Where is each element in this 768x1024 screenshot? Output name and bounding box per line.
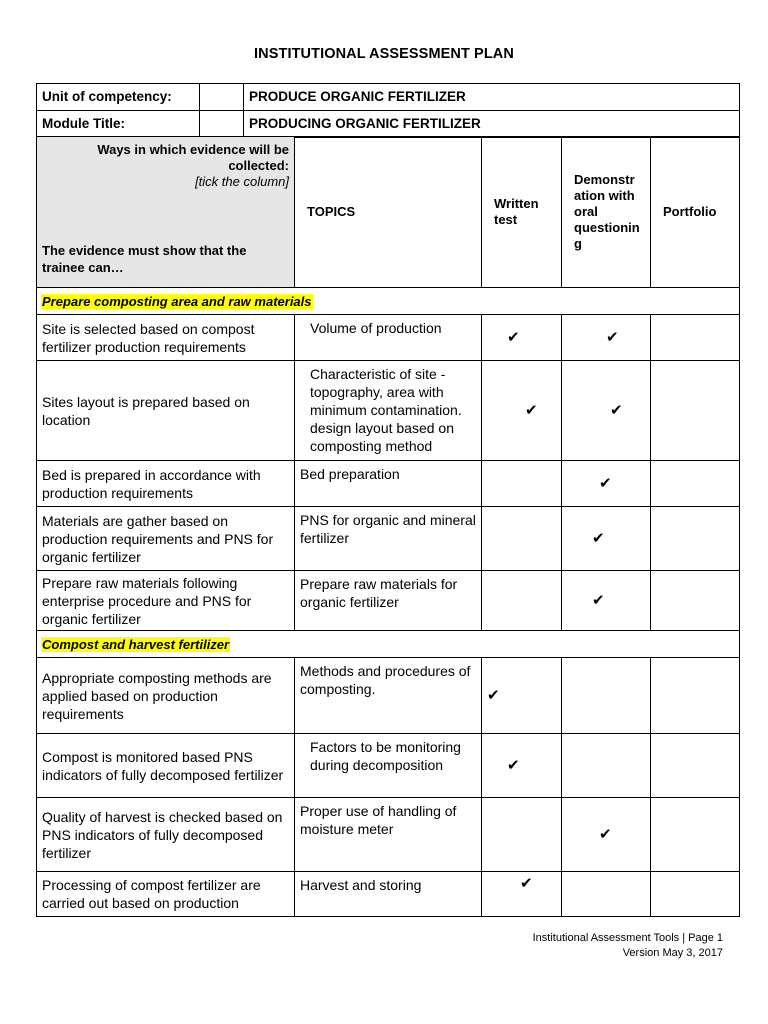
topic-cell: Harvest and storing xyxy=(295,872,482,917)
table-row xyxy=(37,798,740,872)
portfolio-column-header: Portfolio xyxy=(651,137,740,288)
written-test-check xyxy=(482,461,562,507)
topic-cell: Proper use of handling of moisture meter xyxy=(295,798,482,872)
unit-spacer-cell xyxy=(200,84,244,111)
evidence-cell: Compost is monitored based PNS indicators of fully decomposed fertilizer xyxy=(37,734,295,798)
evidence-cell: Quality of harvest is checked based on PNS indicators of fully decomposed fertilizer xyxy=(37,798,295,872)
portfolio-check xyxy=(651,658,740,734)
demonstration-check xyxy=(562,658,651,734)
section-row xyxy=(37,631,740,658)
written-test-check xyxy=(482,571,562,631)
module-value: PRODUCING ORGANIC FERTILIZER xyxy=(244,111,740,138)
section-title-cell xyxy=(37,631,740,658)
unit-label: Unit of competency: xyxy=(37,84,200,111)
evidence-column-header xyxy=(37,137,295,288)
demonstration-column-header: Demonstr ation with oral questionin g xyxy=(562,137,651,288)
footer-version-line: Version May 3, 2017 xyxy=(622,947,723,959)
section-title: Compost and harvest fertilizer xyxy=(42,636,230,652)
topic-cell: Methods and procedures of composting. xyxy=(295,658,482,734)
topic-cell: Bed preparation xyxy=(295,461,482,507)
section-row xyxy=(37,288,740,315)
demonstration-check: ✔ xyxy=(562,315,651,361)
demonstration-check: ✔ xyxy=(562,798,651,872)
topic-cell: PNS for organic and mineral fertilizer xyxy=(295,507,482,571)
demonstration-check xyxy=(562,734,651,798)
column-header-row xyxy=(37,137,740,288)
section-title: Prepare composting area and raw materials xyxy=(42,293,312,309)
module-spacer-cell xyxy=(200,111,244,138)
evidence-cell: Site is selected based on compost fertilizer production requirements xyxy=(37,315,295,361)
tick-note: [tick the column] xyxy=(195,174,289,189)
portfolio-check xyxy=(651,571,740,631)
evidence-cell: Appropriate composting methods are applied based on production requirements xyxy=(37,658,295,734)
evidence-cell: Prepare raw materials following enterprise procedure and PNS for organic fertilizer xyxy=(37,571,295,631)
portfolio-check xyxy=(651,872,740,917)
footer-page-line: Institutional Assessment Tools | Page 1 xyxy=(532,932,723,944)
section-title-cell xyxy=(37,288,740,315)
table-row xyxy=(37,571,740,631)
written-test-check: ✔ xyxy=(482,658,562,734)
evidence-note: The evidence must show that the trainee can… xyxy=(42,243,247,275)
table-row xyxy=(37,461,740,507)
written-test-check: ✔ xyxy=(482,315,562,361)
demonstration-check xyxy=(562,872,651,917)
table-row xyxy=(37,734,740,798)
written-test-check: ✔ xyxy=(482,872,562,917)
demonstration-check: ✔ xyxy=(562,571,651,631)
written-column-header: Written test xyxy=(482,137,562,288)
evidence-cell: Processing of compost fertilizer are carried out based on production xyxy=(37,872,295,917)
portfolio-check xyxy=(651,361,740,461)
topic-cell: Volume of production xyxy=(295,315,482,361)
assessment-table xyxy=(36,136,740,917)
ways-line: Ways in which evidence will be collected: xyxy=(97,142,289,173)
portfolio-check xyxy=(651,734,740,798)
topic-cell: Prepare raw materials for organic fertilizer xyxy=(295,571,482,631)
evidence-cell: Materials are gather based on production requirements and PNS for organic fertilizer xyxy=(37,507,295,571)
module-label: Module Title: xyxy=(37,111,200,138)
evidence-cell: Sites layout is prepared based on location xyxy=(37,361,295,461)
competency-header-table xyxy=(36,83,740,138)
portfolio-check xyxy=(651,315,740,361)
table-row xyxy=(37,361,740,461)
unit-value: PRODUCE ORGANIC FERTILIZER xyxy=(244,84,740,111)
written-test-check xyxy=(482,798,562,872)
table-row xyxy=(37,507,740,571)
demonstration-check: ✔ xyxy=(562,461,651,507)
evidence-method-note xyxy=(42,142,289,190)
topics-column-header: TOPICS xyxy=(295,137,482,288)
table-row xyxy=(37,315,740,361)
unit-row xyxy=(37,84,740,111)
module-row xyxy=(37,111,740,138)
page-footer xyxy=(533,931,723,961)
written-test-check: ✔ xyxy=(482,361,562,461)
portfolio-check xyxy=(651,461,740,507)
portfolio-check xyxy=(651,507,740,571)
topic-cell: Characteristic of site - topography, area with minimum contamination. design layout based on composting method xyxy=(295,361,482,461)
table-row xyxy=(37,872,740,917)
demonstration-check: ✔ xyxy=(562,507,651,571)
written-test-check: ✔ xyxy=(482,734,562,798)
evidence-cell: Bed is prepared in accordance with production requirements xyxy=(37,461,295,507)
portfolio-check xyxy=(651,798,740,872)
topic-cell: Factors to be monitoring during decomposition xyxy=(295,734,482,798)
written-test-check xyxy=(482,507,562,571)
table-row xyxy=(37,658,740,734)
document-title: INSTITUTIONAL ASSESSMENT PLAN xyxy=(254,46,514,62)
demonstration-check: ✔ xyxy=(562,361,651,461)
